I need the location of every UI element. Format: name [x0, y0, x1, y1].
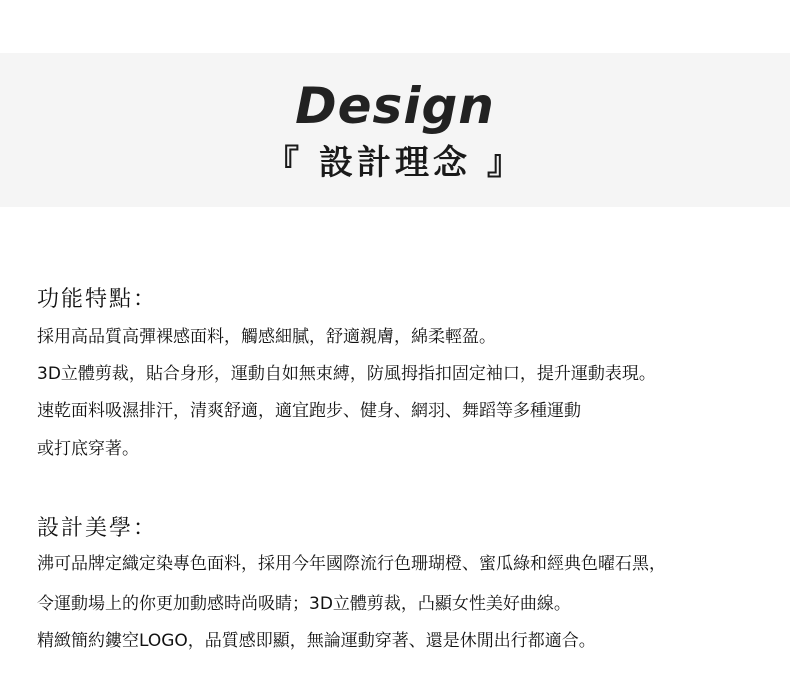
design-line-2: 令運動場上的你更加動感時尚吸睛；3D立體剪裁，凸顯女性美好曲線。 — [37, 594, 571, 614]
design-line-1: 沸可品牌定織定染專色面料，採用今年國際流行色珊瑚橙、蜜瓜綠和經典色曜石黑， — [37, 554, 666, 574]
features-line-2: 3D立體剪裁，貼合身形，運動自如無束縛，防風拇指扣固定袖口，提升運動表現。 — [37, 364, 656, 384]
features-line-4: 或打底穿著。 — [37, 439, 139, 459]
design-line-3: 精緻簡約鏤空LOGO，品質感即顯，無論運動穿著、還是休閒出行都適合。 — [37, 631, 596, 651]
section-heading-design: 設計美學： — [37, 516, 158, 541]
page-subtitle: 『 設計理念 』 — [265, 143, 525, 183]
features-line-1: 採用高品質高彈裸感面料，觸感細膩，舒適親膚，綿柔輕盈。 — [37, 327, 496, 347]
features-line-3: 速乾面料吸濕排汗，清爽舒適，適宜跑步、健身、網羽、舞蹈等多種運動 — [37, 401, 581, 421]
section-heading-features: 功能特點： — [37, 287, 158, 312]
page-title: Design — [295, 77, 495, 135]
